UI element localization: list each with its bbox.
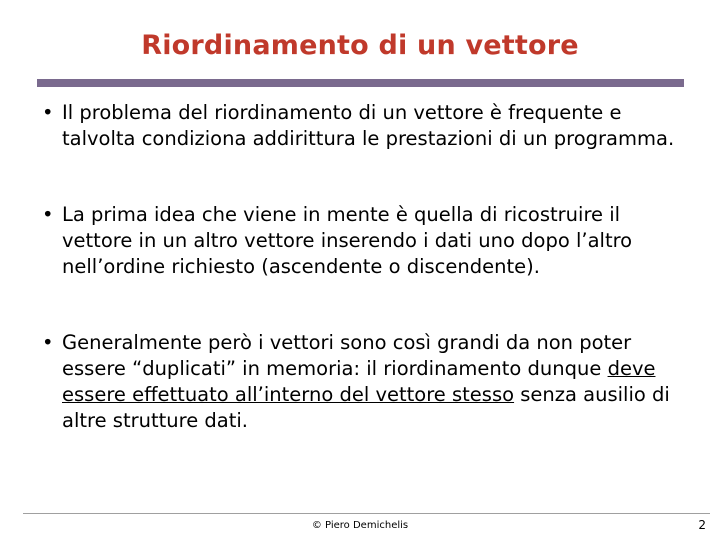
title-divider <box>37 79 684 87</box>
bullet-item <box>42 100 682 152</box>
bullet-text-before: Generalmente però i vettori sono così grandi da non poter essere “duplicati” in memoria: il riordinamento dunque <box>62 331 632 380</box>
bullet-marker: • <box>42 331 54 354</box>
footer-credit: © Piero Demichelis <box>311 520 409 531</box>
bullet-marker: • <box>42 203 54 226</box>
page-number: 2 <box>698 518 706 532</box>
slide-title: Riordinamento di un vettore <box>141 30 579 61</box>
bullet-marker: • <box>42 101 54 124</box>
bullet-list <box>42 100 682 434</box>
footer-divider <box>23 513 710 514</box>
bullet-text: Il problema del riordinamento di un vettore è frequente e talvolta condiziona addirittura le prestazioni di un programma. <box>62 101 675 150</box>
bullet-text-underlined: deve essere effettuato all’interno del vettore stesso <box>62 357 656 406</box>
bullet-text: La prima idea che viene in mente è quella di ricostruire il vettore in un altro vettore inserendo i dati uno dopo l’altro nell’ordine richiesto (ascendente o discendente). <box>62 203 633 278</box>
bullet-item <box>42 202 682 280</box>
bullet-text-after: senza ausilio di altre strutture dati. <box>62 383 670 432</box>
bullet-item <box>42 330 682 434</box>
